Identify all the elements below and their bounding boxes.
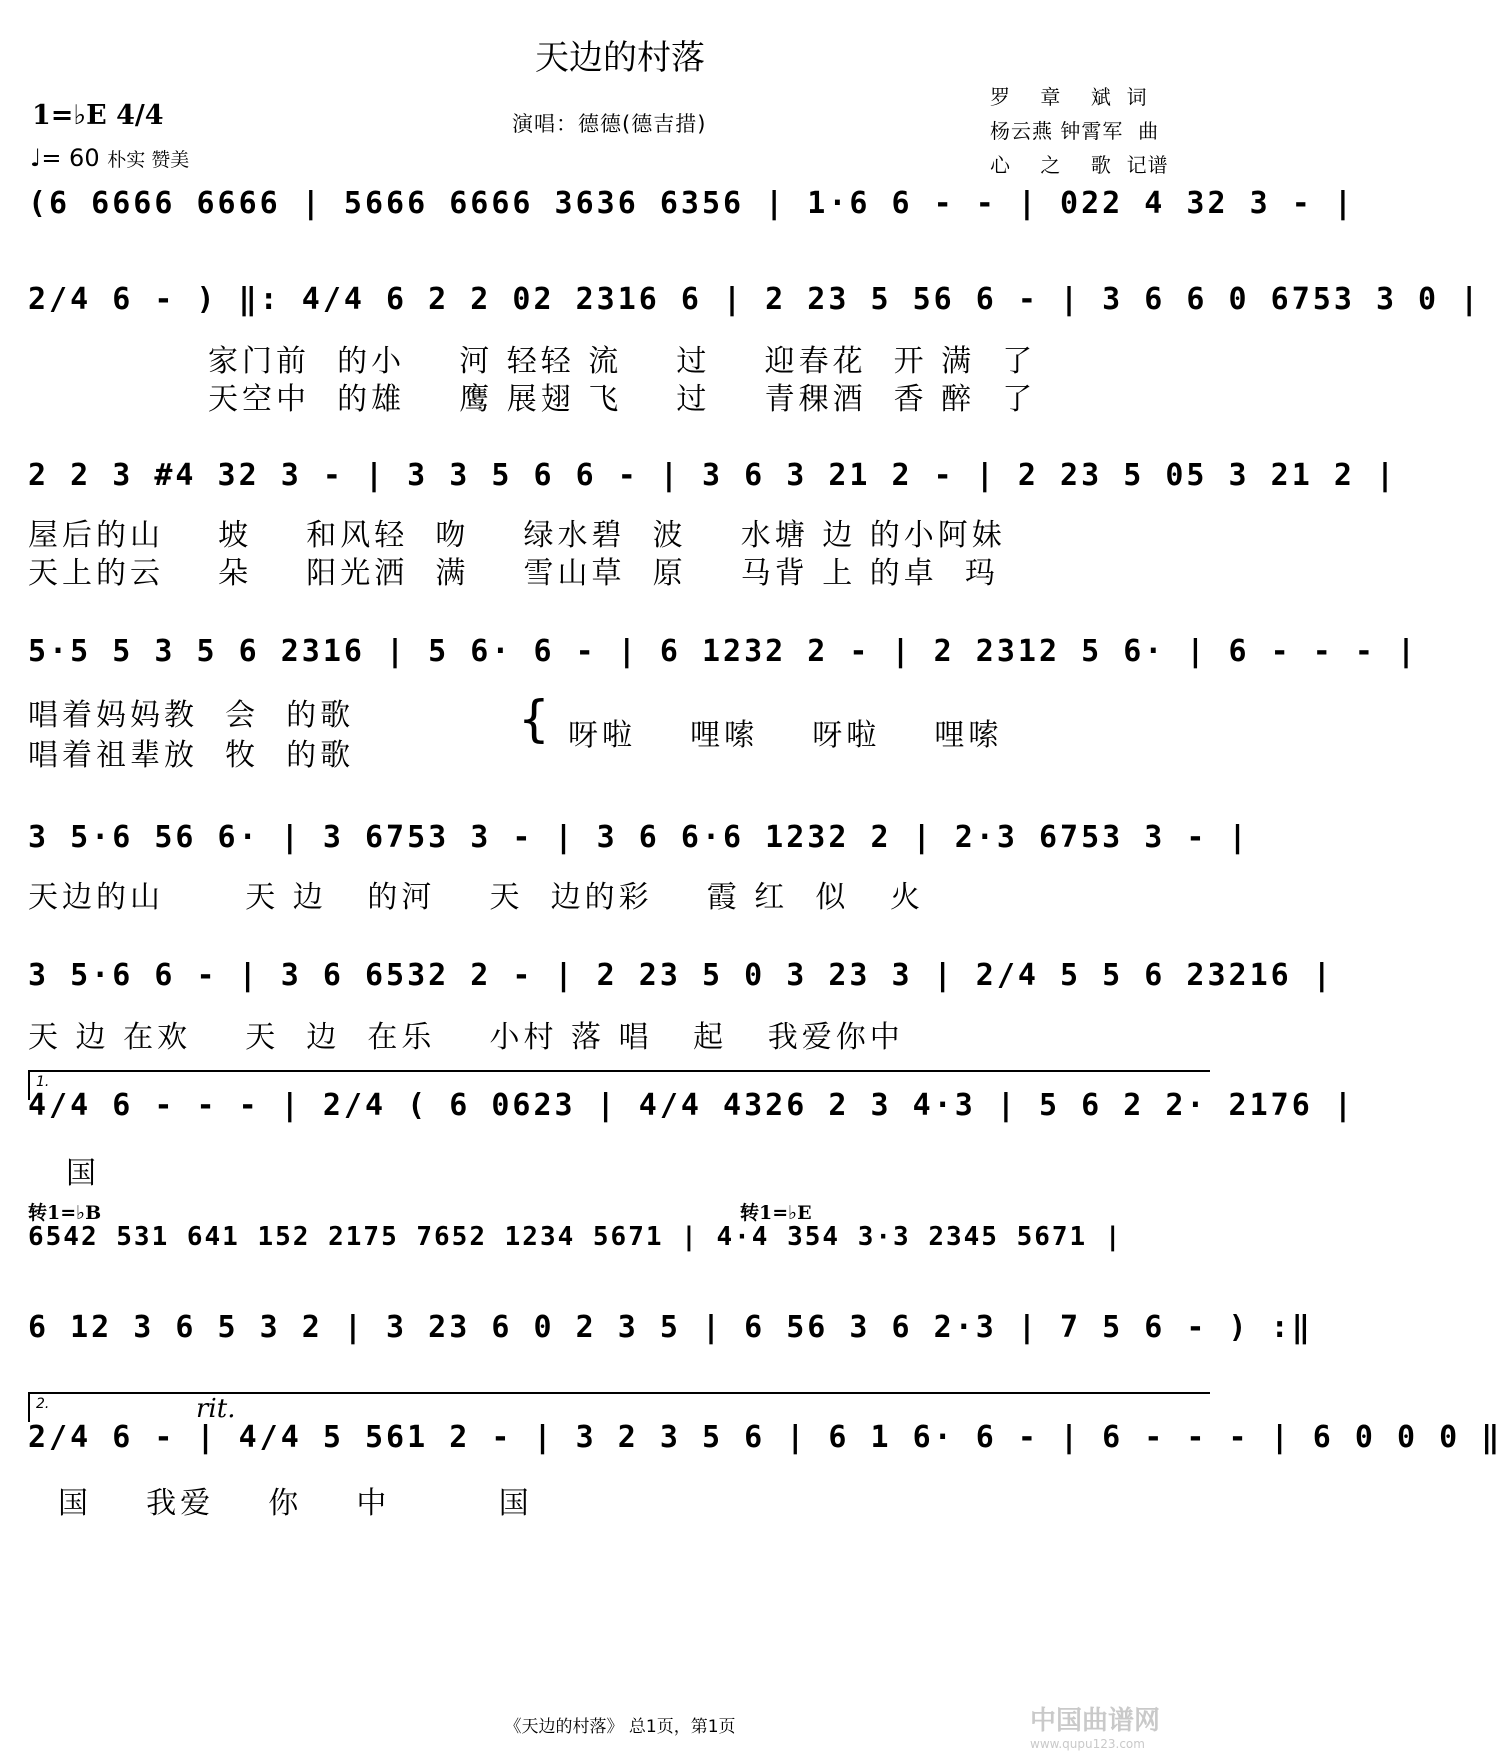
watermark-url: www.qupu123.com	[1030, 1737, 1145, 1751]
key-signature: 1=♭E 4/4	[32, 100, 164, 131]
lyric-verse-1: 家门前 的小 河 轻轻 流 过 迎春花 开 满 了	[208, 344, 1037, 379]
notation-line: 3 5·6 56 6· | 3 6753 3 - | 3 6 6·6 1232 2 | 2·3 6753 3 - |	[28, 820, 1250, 855]
notation-line: 5·5 5 3 5 6 2316 | 5 6· 6 - | 6 1232 2 - | 2 2312 5 6· | 6 - - - |	[28, 634, 1419, 669]
first-ending-label: 1.	[36, 1074, 50, 1090]
notation-line: 2 2 3 #4 32 3 - | 3 3 5 6 6 - | 3 6 3 21 2 - | 2 23 5 05 3 21 2 |	[28, 458, 1397, 493]
tempo-marking	[30, 144, 189, 172]
score-line-3	[28, 458, 1397, 591]
lyric-verse-1: 唱着妈妈教 会 的歌	[28, 698, 355, 733]
credits-block	[990, 80, 1169, 182]
score-line-1	[28, 186, 1355, 296]
lyric-verse-2: 天空中 的雄 鹰 展翅 飞 过 青稞酒 香 醉 了	[208, 382, 1037, 417]
page-footer: 《天边的村落》 总1页，第1页	[504, 1717, 736, 1737]
notation-line: 2/4 6 - ) ‖: 4/4 6 2 2 02 2316 6 | 2 23 5 56 6 - | 3 6 6 0 6753 3 0 |	[28, 282, 1482, 317]
notation-line: 6 12 3 6 5 3 2 | 3 23 6 0 2 3 5 | 6 56 3 6 2·3 | 7 5 6 - ) :‖	[28, 1310, 1313, 1345]
watermark-logo	[1030, 1700, 1160, 1751]
lyric-verse-1: 屋后的山 坡 和风轻 吻 绿水碧 波 水塘 边 的小阿妹	[28, 518, 1006, 553]
notation-line: 3 5·6 6 - | 3 6 6532 2 - | 2 23 5 0 3 23 3 | 2/4 5 5 6 23216 |	[28, 958, 1334, 993]
modulation-e-flat: 转1=♭E	[740, 1202, 812, 1224]
brace-icon: {	[518, 690, 554, 748]
notation-line: 2/4 6 - | 4/4 5 561 2 - | 3 2 3 5 6 | 6 1 6· 6 - | 6 - - - | 6 0 0 0 ‖	[28, 1420, 1502, 1455]
tempo-expression: 朴实 赞美	[107, 149, 190, 171]
second-ending-label: 2.	[36, 1396, 50, 1412]
lyric-line: 天边的山 天 边 的河 天 边的彩 霞 红 似 火	[28, 880, 924, 915]
score-line-4	[28, 634, 1419, 773]
watermark-name: 中国曲谱网	[1030, 1706, 1161, 1736]
notation-line: 4/4 6 - - - | 2/4 ( 6 0623 | 4/4 4326 2 3 4·3 | 5 6 2 2· 2176 |	[28, 1088, 1355, 1123]
notation-line: 6542 531 641 152 2175 7652 1234 5671 | 4·4 354 3·3 2345 5671 |	[28, 1222, 1123, 1252]
score-line-6	[28, 958, 1334, 1068]
tempo-value: ♩= 60	[30, 144, 100, 172]
notation-credit: 心 之 歌 记谱	[990, 153, 1169, 177]
lyric-refrain: 呀啦 哩嗦 呀啦 哩嗦	[568, 718, 1003, 753]
lyric-verse-2: 天上的云 朵 阳光洒 满 雪山草 原 马背 上 的卓 玛	[28, 556, 999, 591]
score-line-2	[28, 282, 1482, 417]
score-line-10	[28, 1420, 1502, 1530]
lyric-verse-2: 唱着祖辈放 牧 的歌	[28, 738, 355, 773]
modulation-b-flat: 转1=♭B	[28, 1202, 102, 1224]
notation-line: (6 6666 6666 | 5666 6666 3636 6356 | 1·6 6 - - | 022 4 32 3 - |	[28, 186, 1355, 221]
lyric-line: 天 边 在欢 天 边 在乐 小村 落 唱 起 我爱你中	[28, 1020, 904, 1055]
ritardando-marking: rit.	[196, 1394, 236, 1424]
score-line-5	[28, 820, 1250, 930]
lyric-line: 国 我爱 你 中 国	[58, 1486, 533, 1521]
lyricist-credit: 罗 章 斌 词	[990, 85, 1148, 109]
score-line-7	[28, 1088, 1355, 1198]
page-title: 天边的村落	[535, 38, 705, 78]
lyric-line: 国	[66, 1156, 100, 1191]
singer-credit: 演唱：德德(德吉措)	[512, 112, 707, 136]
composer-credit: 杨云燕 钟霄军 曲	[990, 119, 1160, 143]
